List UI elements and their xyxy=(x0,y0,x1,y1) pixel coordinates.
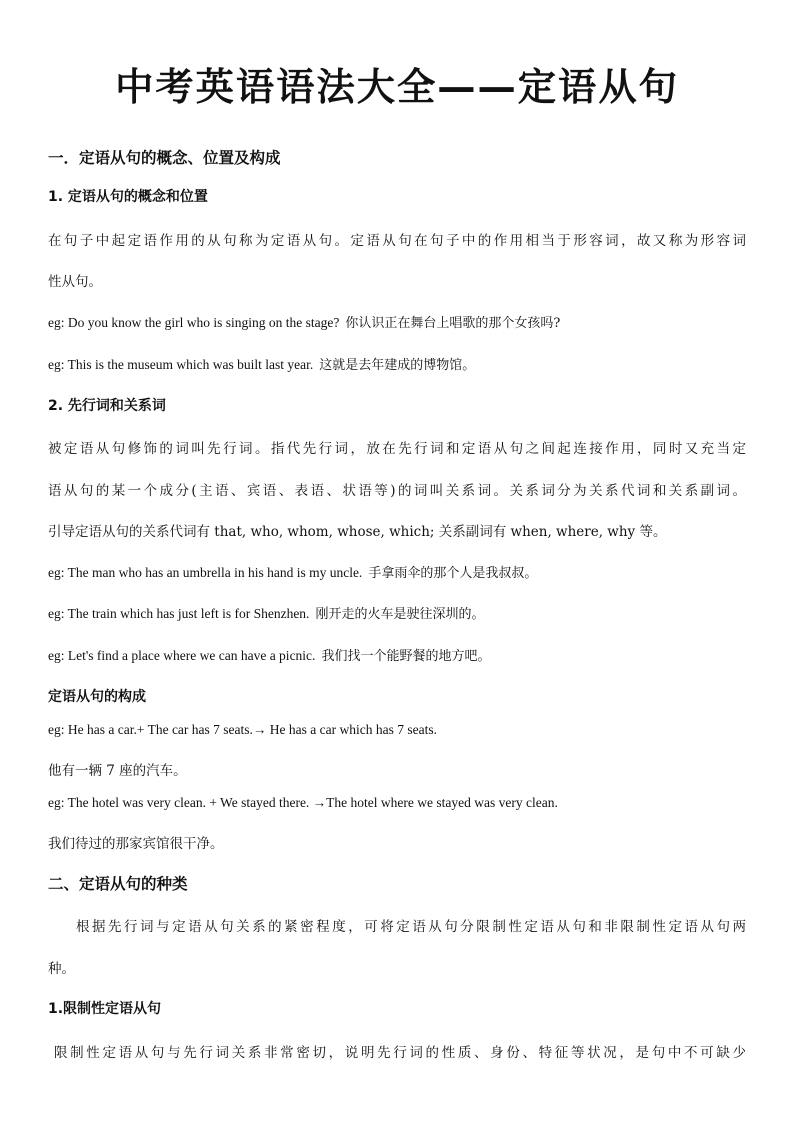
example-sentence xyxy=(48,312,560,331)
example-sentence xyxy=(48,603,484,622)
paragraph-line: 根据先行词与定语从句关系的紧密程度，可将定语从句分限制性定语从句和非限制性定语从句两 xyxy=(76,919,746,935)
example-chinese: 这就是去年建成的博物馆。 xyxy=(319,358,476,373)
subsection-2-1-heading: 1.限制性定语从句 xyxy=(48,1001,162,1017)
example-chinese: 刚开走的火车是驶往深圳的。 xyxy=(315,607,485,622)
example-sentence xyxy=(48,354,475,373)
paragraph-line: 在句子中起定语作用的从句称为定语从句。定语从句在句子中的作用相当于形容词，故又称为形容词 xyxy=(48,233,746,249)
subsection-1-2-heading: 2. 先行词和关系词 xyxy=(48,398,166,414)
section-2-heading: 二、定语从句的种类 xyxy=(48,875,188,893)
example-english: eg: The train which has just left is for Shenzhen. xyxy=(48,606,310,621)
example-translation: 他有一辆 7 座的汽车。 xyxy=(48,763,187,779)
paragraph-line: 语从句的某一个成分(主语、宾语、表语、状语等)的词叫关系词。关系词分为关系代词和关系副词。 xyxy=(48,483,746,499)
paragraph-line: 限制性定语从句与先行词关系非常密切，说明先行词的性质、身份、特征等状况，是句中不可缺少 xyxy=(54,1045,746,1061)
example-chinese: 我们找一个能野餐的地方吧。 xyxy=(321,649,491,664)
paragraph-line: 被定语从句修饰的词叫先行词。指代先行词，放在先行词和定语从句之间起连接作用，同时又充当定 xyxy=(48,441,746,457)
example-sentence xyxy=(48,645,490,664)
example-sentence: eg: The hotel was very clean. + We stayed there. →The hotel where we stayed was very clean. xyxy=(48,795,558,810)
example-english: eg: Do you know the girl who is singing on the stage? xyxy=(48,315,340,330)
example-translation: 我们待过的那家宾馆很干净。 xyxy=(48,836,224,852)
paragraph-line: 种。 xyxy=(48,961,75,977)
example-english: eg: This is the museum which was built last year. xyxy=(48,357,314,372)
subsection-1-1-heading: 1. 定语从句的概念和位置 xyxy=(48,189,208,205)
example-chinese: 手拿雨伞的那个人是我叔叔。 xyxy=(368,566,538,581)
example-english: eg: The man who has an umbrella in his hand is my uncle. xyxy=(48,565,363,580)
section-1-heading: 一．定语从句的概念、位置及构成 xyxy=(48,149,281,167)
subsection-1-3-heading: 定语从句的构成 xyxy=(48,689,146,705)
example-sentence: eg: He has a car.+ The car has 7 seats.→ He has a car which has 7 seats. xyxy=(48,722,437,737)
paragraph-line: 引导定语从句的关系代词有 that, who, whom, whose, which; 关系副词有 when, where, why 等。 xyxy=(48,524,667,540)
example-sentence xyxy=(48,562,537,581)
document-title: 中考英语语法大全——定语从句 xyxy=(115,65,679,110)
example-english: eg: Let's find a place where we can have a picnic. xyxy=(48,648,316,663)
example-chinese: 你认识正在舞台上唱歌的那个女孩吗? xyxy=(345,316,561,331)
paragraph-line: 性从句。 xyxy=(48,274,102,290)
